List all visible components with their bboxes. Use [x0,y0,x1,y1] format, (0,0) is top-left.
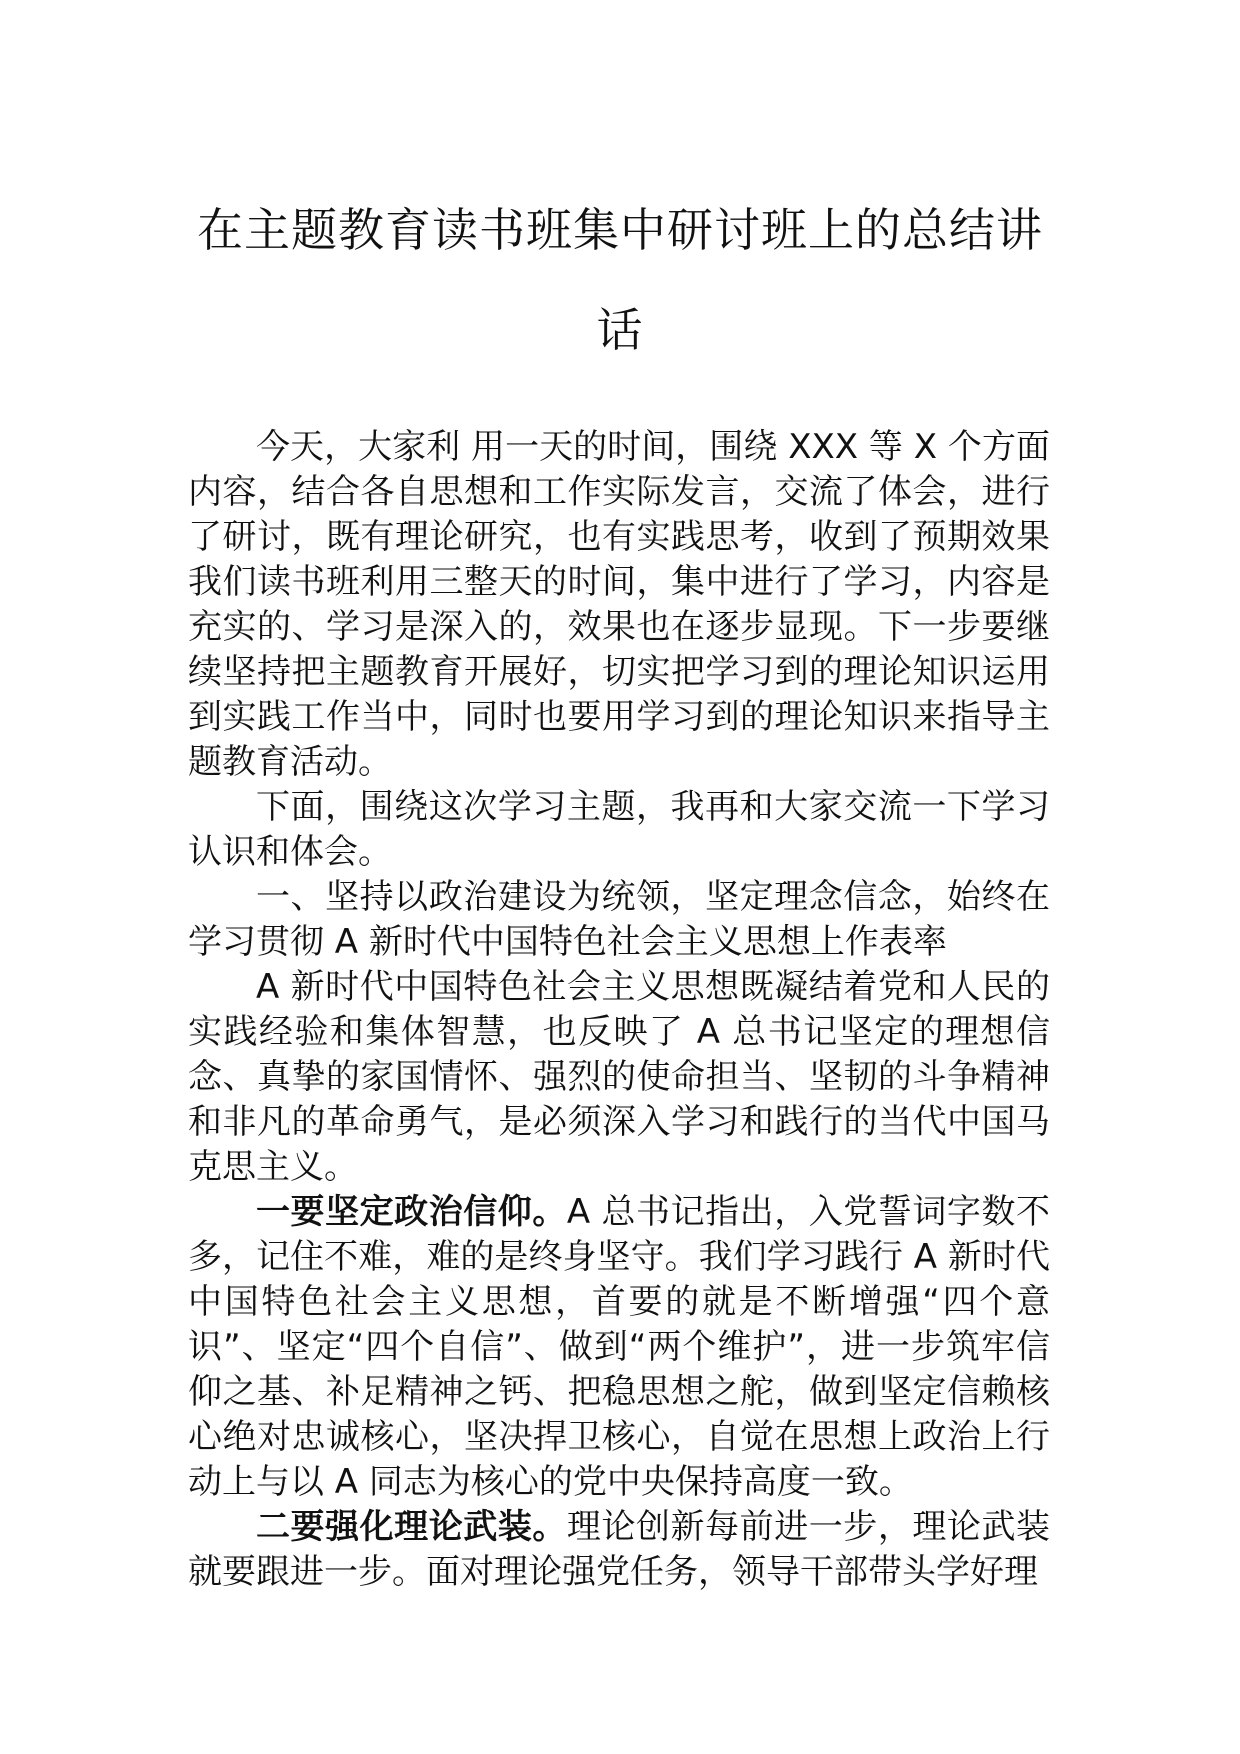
paragraph-lead: 一要坚定政治信仰。 [256,1192,567,1232]
paragraph-text: A 新时代中国特色社会主义思想既凝结着党和人民的实践经验和集体智慧，也反映了 A 总书记坚定的理想信念、真挚的家国情怀、强烈的使命担当、坚韧的斗争精神和非凡的革命勇气，是必须深入学习和践行的当代中国马克思主义。 [188,967,1050,1187]
document-title: 在主题教育读书班集中研讨班上的总结讲话 [197,203,1043,357]
section-heading-text: 一、坚持以政治建设为统领，坚定理念信念，始终在学习贯彻 A 新时代中国特色社会主义思想上作表率 [188,877,1050,962]
document-body [188,425,1050,1595]
paragraph-text: 下面，围绕这次学习主题，我再和大家交流一下学习认识和体会。 [188,787,1050,872]
paragraph [188,425,1050,785]
paragraph [188,965,1050,1190]
paragraph-text: A 总书记指出，入党誓词字数不多，记住不难，难的是终身坚守。我们学习践行 A 新时代中国特色社会主义思想，首要的就是不断增强“四个意识”、坚定“四个自信”、做到“两个维护”，进一步筑牢信仰之基、补足精神之钙、把稳思想之舵，做到坚定信赖核心绝对忠诚核心，坚决捍卫核心，自觉在思想上政治上行动上与以 A 同志为核心的党中央保持高度一致。 [188,1192,1051,1502]
paragraph [188,1190,1050,1505]
paragraph-text: 今天，大家利 用一天的时间，围绕 XXX 等 X 个方面内容，结合各自思想和工作实际发言，交流了体会，进行了研讨，既有理论研究，也有实践思考，收到了预期效果我们读书班利用三整天的时间，集中进行了学习，内容是充实的、学习是深入的，效果也在逐步显现。下一步要继续坚持把主题教育开展好，切实把学习到的理论知识运用到实践工作当中，同时也要用学习到的理论知识来指导主题教育活动。 [188,427,1050,782]
paragraph-text: 理论创新每前进一步，理论武装就要跟进一步。面对理论强党任务，领导干部带头学好理 [188,1507,1051,1592]
paragraph [188,1505,1050,1595]
paragraph [188,785,1050,875]
section-heading [188,875,1050,965]
paragraph-lead: 二要强化理论武装。 [256,1507,567,1547]
